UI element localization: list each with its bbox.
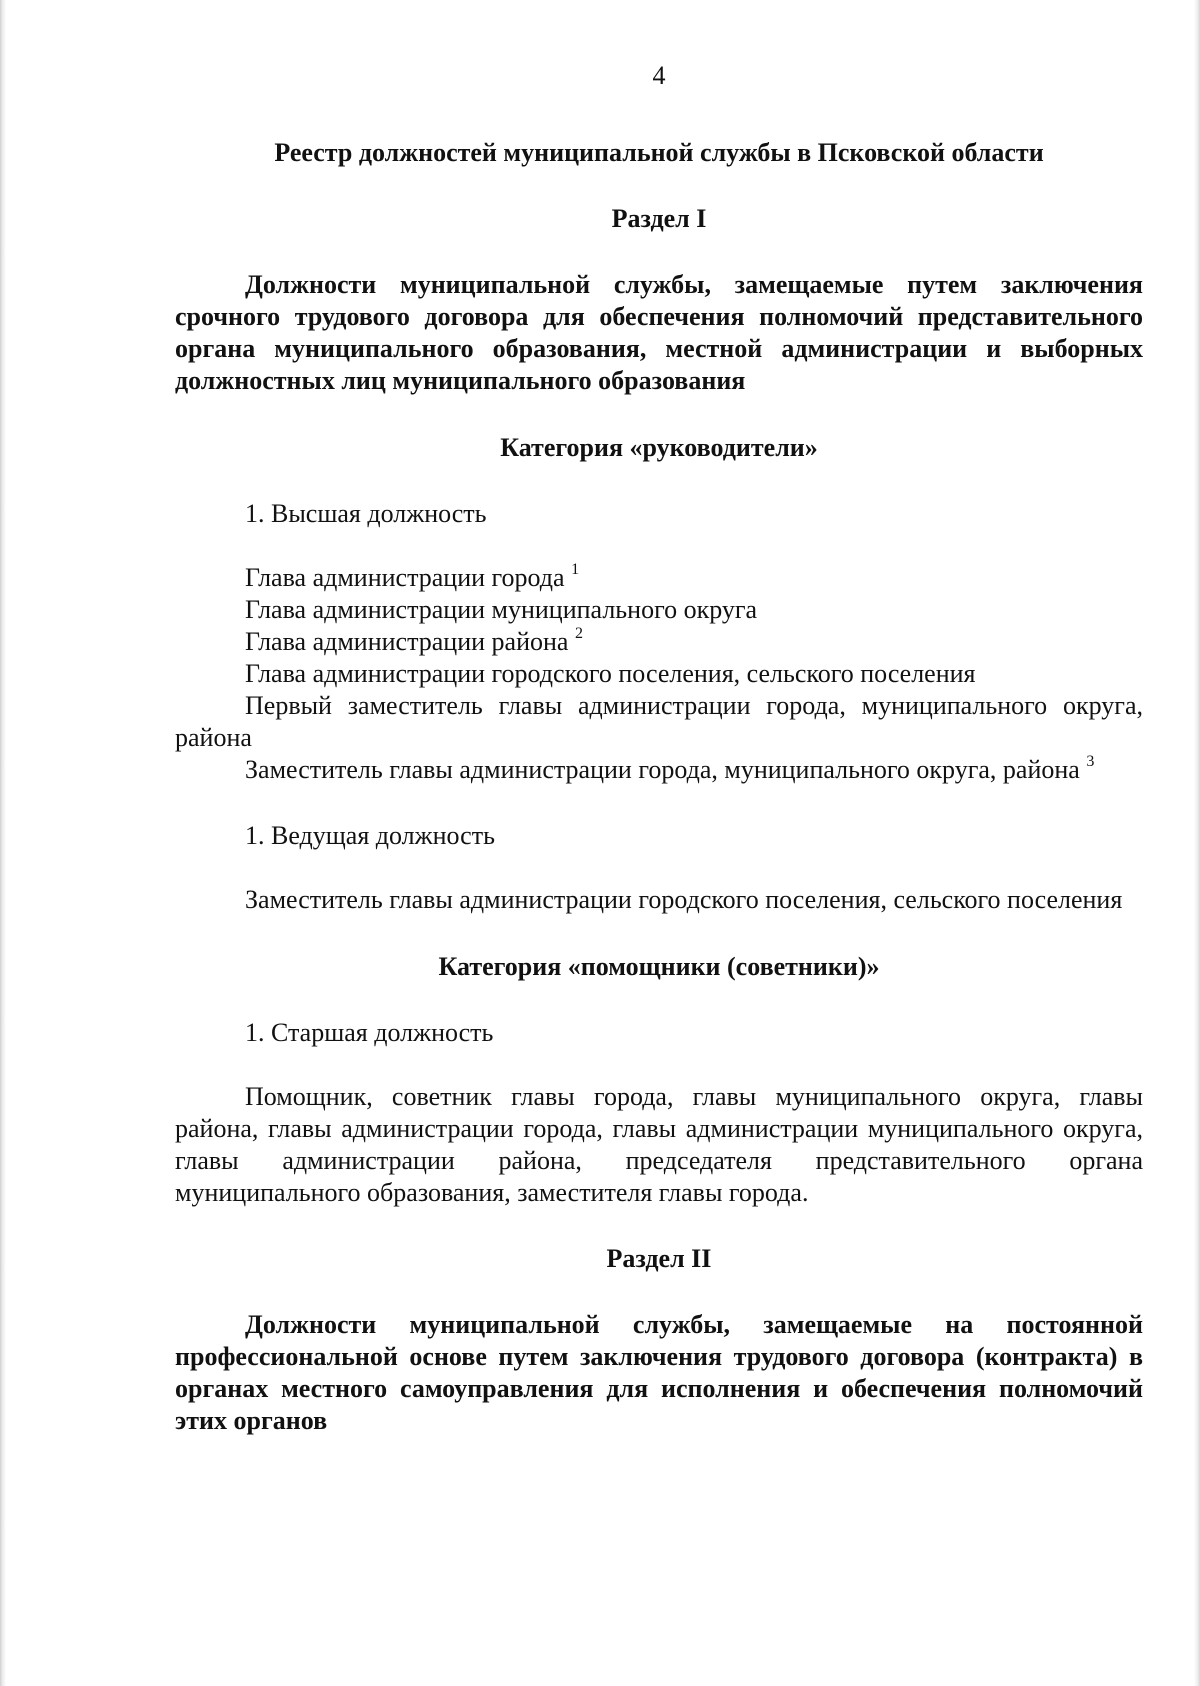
section-2-heading: Должности муниципальной службы, замещаемые на постоянной профессиональной основе путем заключения трудового договора (контракта) в органах местного самоуправления для исполнения и обеспечения полномочий этих органов bbox=[175, 1310, 1143, 1435]
section-1-heading: Должности муниципальной службы, замещаемые путем заключения срочного трудового договора для обеспечения полномочий представительного органа муниципального образования, местной администрации и выборных должностных лиц муниципального образования bbox=[175, 270, 1143, 395]
leading-positions-list bbox=[175, 884, 1143, 916]
position-item: Глава администрации района $^2$ bbox=[245, 625, 583, 656]
document-title: Реестр должностей муниципальной службы в Псковской области bbox=[274, 138, 1044, 167]
level-leading: 1. Ведущая должность bbox=[245, 821, 495, 850]
scan-edge-right bbox=[1194, 0, 1200, 1686]
page-number: 4 bbox=[652, 61, 666, 90]
position-item: Первый заместитель главы администрации города, муниципального округа, района bbox=[175, 691, 1143, 752]
highest-positions-list bbox=[175, 562, 1143, 786]
section-2-title: Раздел II bbox=[606, 1244, 712, 1273]
position-item: Глава администрации города $^1$ bbox=[245, 561, 580, 592]
section-1-title: Раздел I bbox=[611, 204, 707, 233]
category-assistants-title: Категория «помощники (советники)» bbox=[438, 952, 880, 981]
position-item: Заместитель главы администрации города, муниципального округа, района $^3$ bbox=[245, 753, 1095, 784]
position-item: Помощник, советник главы города, главы муниципального округа, главы района, главы администрации города, главы администрации муниципального округа, главы администрации района, председателя представительного органа муниципального образования, заместителя главы города. bbox=[175, 1082, 1143, 1207]
footnote-ref: 3 bbox=[1086, 753, 1095, 771]
document-page bbox=[175, 60, 1143, 1437]
level-highest: 1. Высшая должность bbox=[245, 499, 487, 528]
footnote-ref: 1 bbox=[571, 561, 580, 579]
senior-positions-list bbox=[175, 1081, 1143, 1209]
position-item: Заместитель главы администрации городского поселения, сельского поселения bbox=[245, 885, 1123, 914]
position-item: Глава администрации городского поселения, сельского поселения bbox=[245, 659, 976, 688]
footnote-ref: 2 bbox=[574, 625, 583, 643]
position-item: Глава администрации муниципального округа bbox=[245, 595, 758, 624]
category-leaders-title: Категория «руководители» bbox=[500, 433, 818, 462]
level-senior: 1. Старшая должность bbox=[245, 1018, 494, 1047]
scan-edge-left bbox=[0, 0, 6, 1686]
